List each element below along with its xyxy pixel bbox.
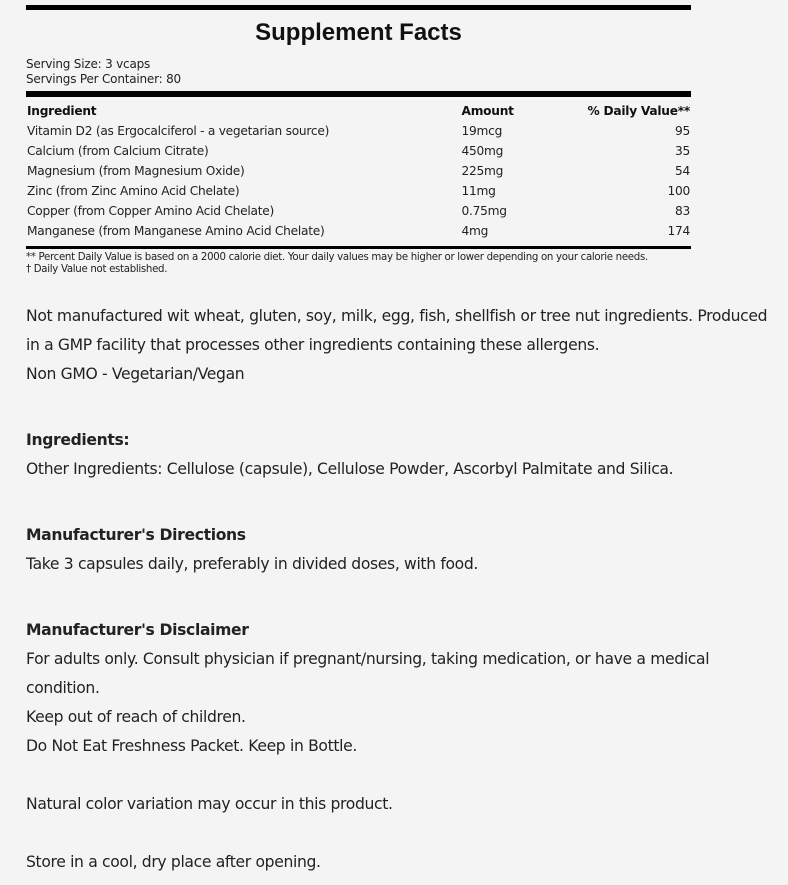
daily-value-cell: 83 <box>674 204 690 218</box>
table-row <box>26 221 691 241</box>
disclaimer-section <box>26 616 776 732</box>
column-header-ingredient: Ingredient <box>27 104 97 118</box>
freshness-packet-note: Do Not Eat Freshness Packet. Keep in Bottle. <box>26 737 357 755</box>
column-header-amount: Amount <box>461 104 514 118</box>
table-row <box>26 141 691 161</box>
daily-value-cell: 100 <box>667 184 690 198</box>
table-row <box>26 181 691 201</box>
daily-value-cell: 54 <box>674 164 690 178</box>
ingredient-cell: Magnesium (from Magnesium Oxide) <box>27 164 245 178</box>
allergen-section <box>26 302 776 389</box>
serving-size: Serving Size: 3 vcaps <box>26 57 151 71</box>
note-storage <box>26 848 776 877</box>
directions-heading: Manufacturer's Directions <box>26 526 246 544</box>
ingredients-section <box>26 426 776 484</box>
divider-bar <box>26 5 691 10</box>
non-gmo-statement: Non GMO - Vegetarian/Vegan <box>26 365 245 383</box>
column-header-daily-value: % Daily Value** <box>587 104 690 118</box>
footnote-not-established: † Daily Value not established. <box>26 264 168 275</box>
table-row <box>26 161 691 181</box>
ingredient-cell: Manganese (from Manganese Amino Acid Chelate) <box>27 224 325 238</box>
storage-note: Store in a cool, dry place after opening. <box>26 853 321 871</box>
daily-value-cell: 174 <box>667 224 690 238</box>
amount-cell: 4mg <box>461 224 489 238</box>
facts-title: Supplement Facts <box>255 19 462 46</box>
table-row <box>26 201 691 221</box>
allergen-statement: Not manufactured wit wheat, gluten, soy, milk, egg, fish, shellfish or tree nut ingredients. Produced in a GMP facility that processes other ingredients containing these allergens. <box>26 307 768 354</box>
disclaimer-text: For adults only. Consult physician if pregnant/nursing, taking medication, or have a medical condition. <box>26 650 710 697</box>
nutrient-table <box>26 101 691 241</box>
divider-bar <box>26 246 691 249</box>
disclaimer-heading: Manufacturer's Disclaimer <box>26 621 249 639</box>
ingredient-cell: Copper (from Copper Amino Acid Chelate) <box>27 204 274 218</box>
amount-cell: 11mg <box>461 184 496 198</box>
color-variation-note: Natural color variation may occur in this product. <box>26 795 393 813</box>
amount-cell: 450mg <box>461 144 504 158</box>
daily-value-cell: 35 <box>674 144 690 158</box>
table-header-row <box>26 101 691 121</box>
footnote-daily-value: ** Percent Daily Value is based on a 2000 calorie diet. Your daily values may be higher or lower depending on your calorie needs. <box>26 252 648 263</box>
disclaimer-children: Keep out of reach of children. <box>26 708 246 726</box>
ingredient-cell: Zinc (from Zinc Amino Acid Chelate) <box>27 184 240 198</box>
ingredient-cell: Calcium (from Calcium Citrate) <box>27 144 209 158</box>
serving-info <box>26 57 691 87</box>
note-freshness <box>26 732 776 761</box>
amount-cell: 0.75mg <box>461 204 507 218</box>
ingredients-text: Other Ingredients: Cellulose (capsule), Cellulose Powder, Ascorbyl Palmitate and Silica. <box>26 460 674 478</box>
daily-value-cell: 95 <box>674 124 690 138</box>
note-color <box>26 790 776 819</box>
ingredient-cell: Vitamin D2 (as Ergocalciferol - a vegetarian source) <box>27 124 330 138</box>
amount-cell: 19mcg <box>461 124 503 138</box>
table-row <box>26 121 691 141</box>
servings-per-container: Servings Per Container: 80 <box>26 72 181 86</box>
amount-cell: 225mg <box>461 164 504 178</box>
supplement-facts-panel <box>26 5 691 276</box>
ingredients-heading: Ingredients: <box>26 431 130 449</box>
directions-section <box>26 521 776 579</box>
footnotes <box>26 252 691 276</box>
divider-bar <box>26 91 691 97</box>
directions-text: Take 3 capsules daily, preferably in divided doses, with food. <box>26 555 479 573</box>
